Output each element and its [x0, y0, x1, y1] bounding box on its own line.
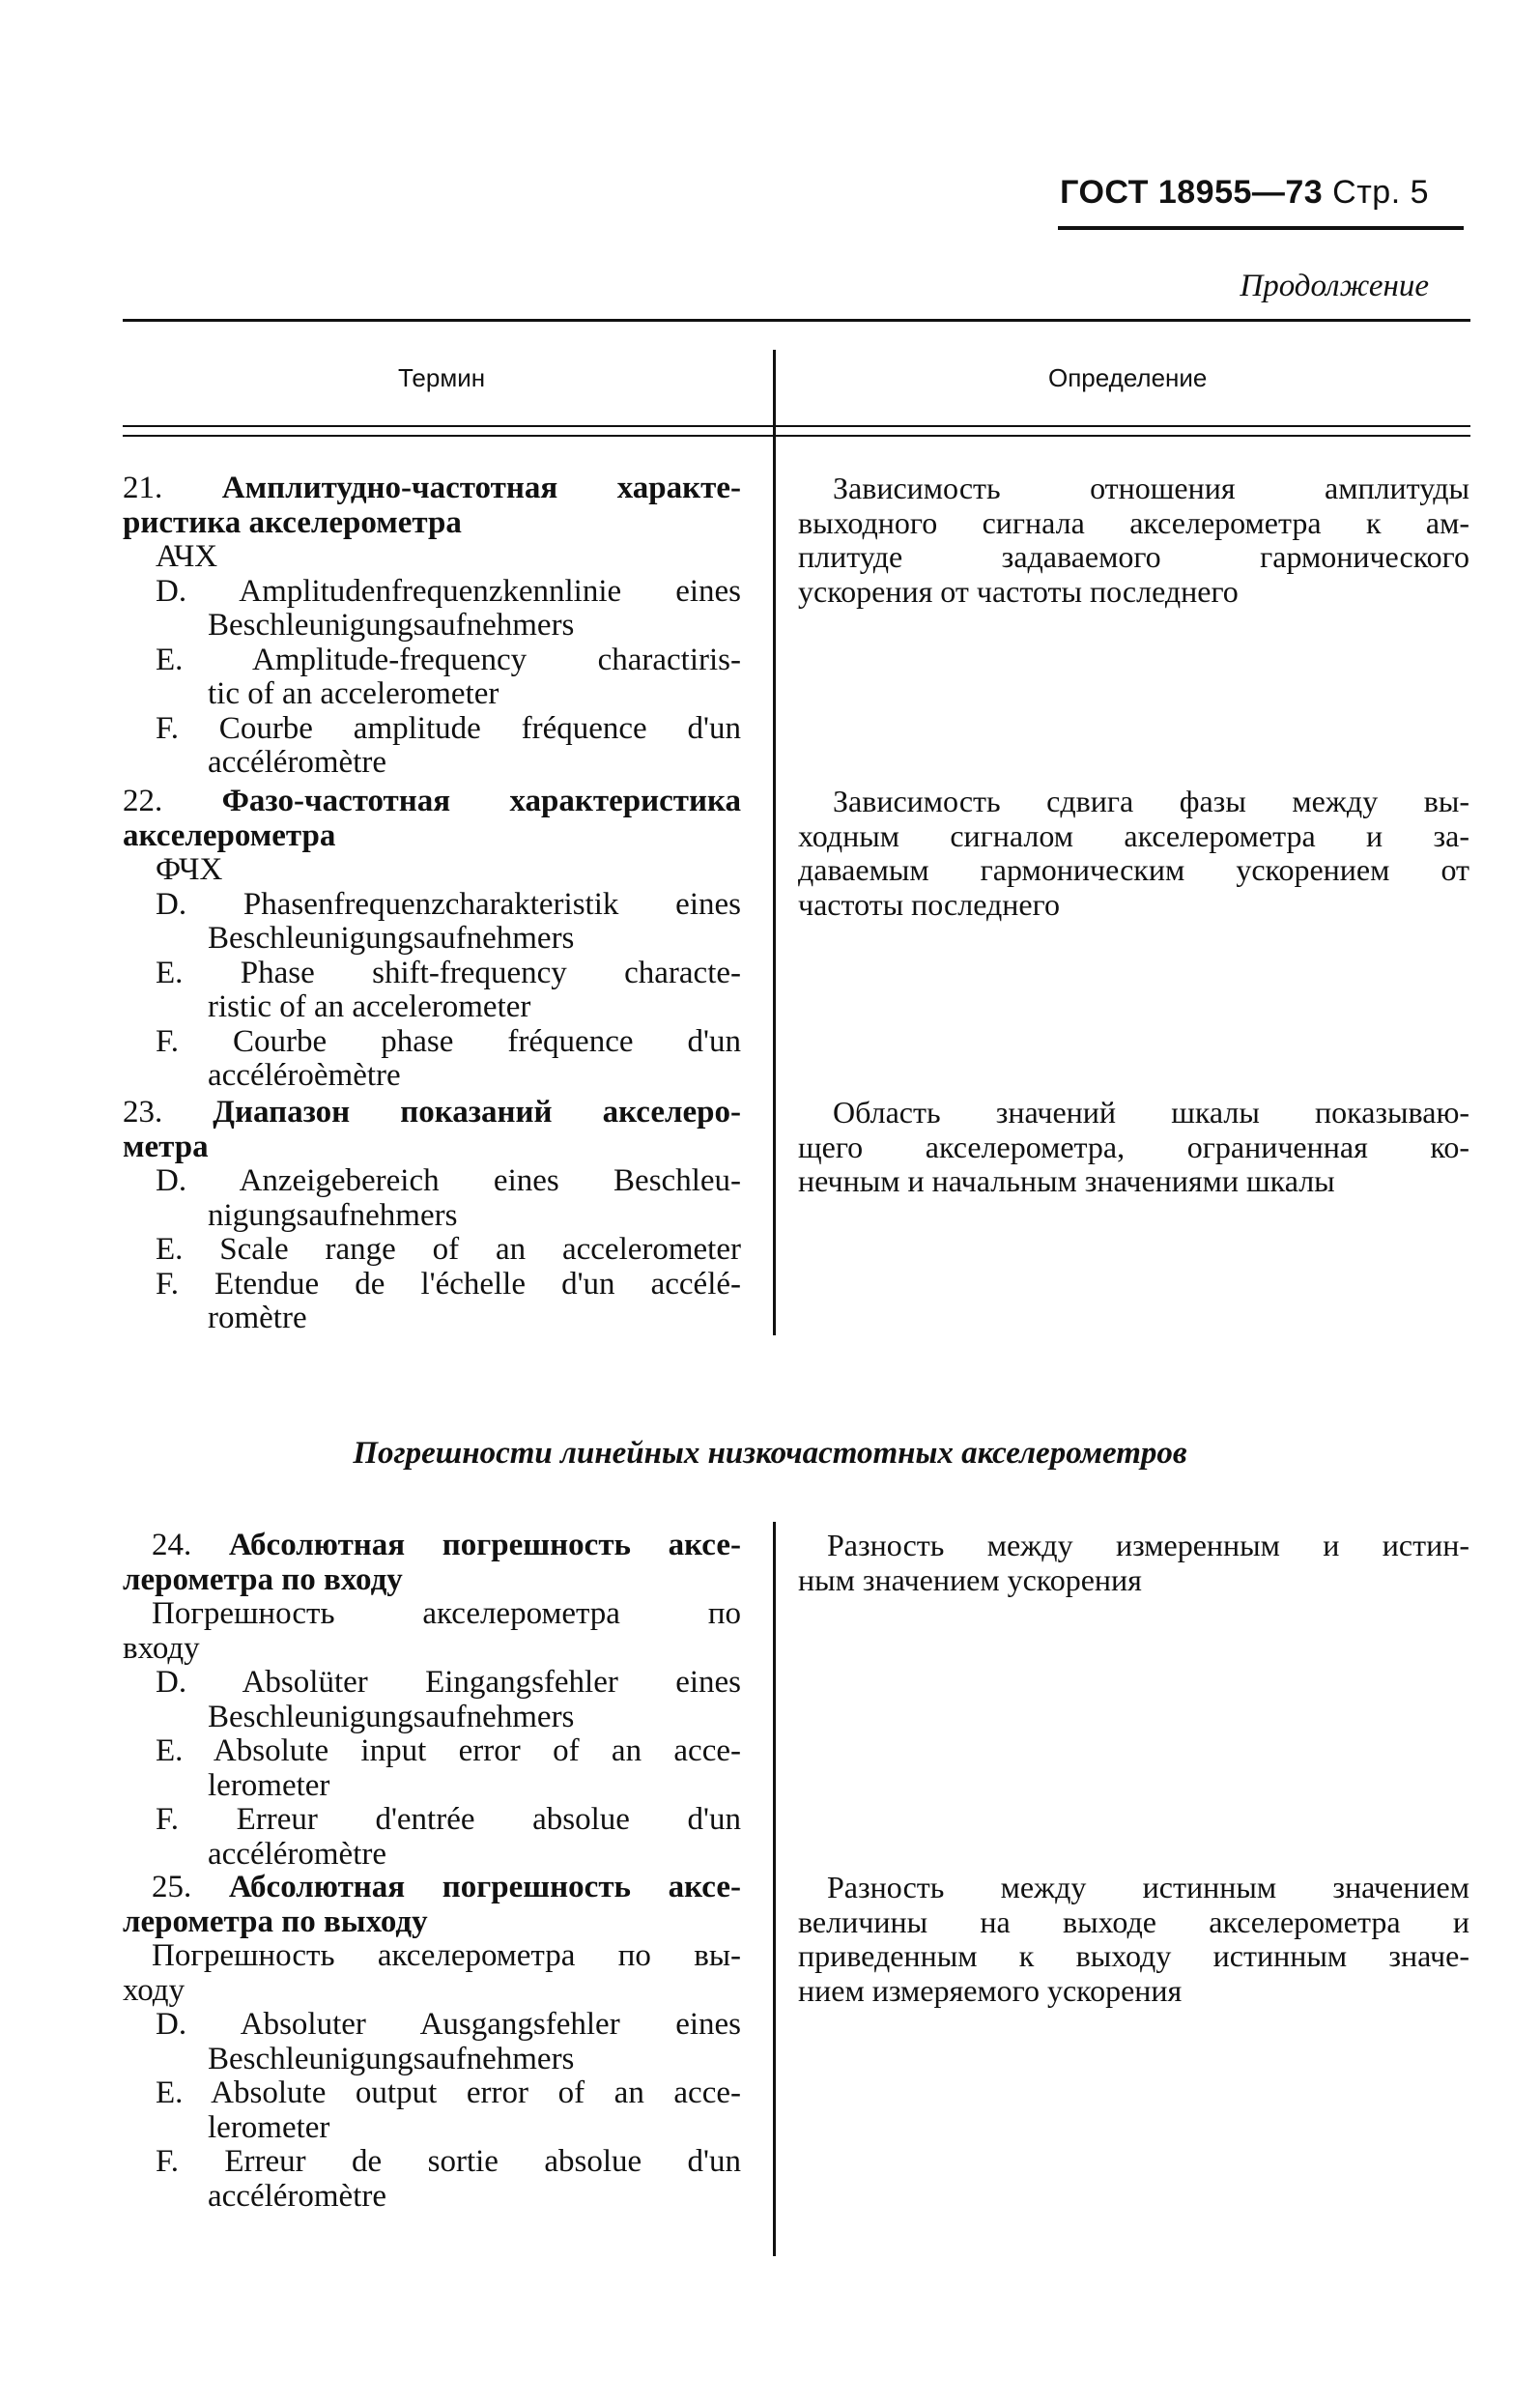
term-foreign-cont: accéléroèmètre	[208, 1058, 401, 1093]
definition-line: ускорения от частоты последнего	[798, 573, 1239, 609]
definition-line: Зависимость сдвига фазы между вы-	[833, 784, 1469, 818]
term-title-line: ристика акселерометра	[123, 504, 462, 540]
term-foreign-en: E. Phase shift-frequency characte-	[156, 955, 741, 990]
term-title-line: 24. Абсолютная погрешность аксе-	[152, 1528, 741, 1562]
term-foreign-fr: F. Courbe amplitude fréquence d'un	[156, 710, 741, 746]
term-foreign-fr: F. Etendue de l'échelle d'un accélé-	[156, 1266, 741, 1302]
term-foreign-en: E. Scale range of an accelerometer	[156, 1232, 741, 1267]
term-foreign-cont: Beschleunigungsaufnehmers	[208, 608, 575, 643]
definition-entry-21	[798, 472, 1469, 609]
page-header	[1060, 174, 1429, 212]
header-double-rule-top	[123, 425, 1470, 427]
definition-line: ным значением ускорения	[798, 1561, 1142, 1597]
definition-line: плитуде задаваемого гармонического	[798, 539, 1469, 574]
term-entry-22	[123, 785, 741, 1094]
definition-line: нечным и начальным значениями шкалы	[798, 1163, 1335, 1198]
definition-line: нием измеряемого ускорения	[798, 1972, 1183, 2008]
term-foreign-cont: ristic of an accelerometer	[208, 989, 531, 1024]
term-synonym: Погрешность акселерометра по вы-	[152, 1938, 741, 1973]
term-title-line: 23. Диапазон показаний акселеро-	[123, 1095, 741, 1130]
term-title-line: метра	[123, 1129, 209, 1164]
term-title-line: 22. Фазо-частотная характеристика	[123, 784, 741, 818]
term-title-line: 21. Амплитудно-частотная характе-	[123, 471, 742, 505]
standard-number: ГОСТ 18955—73	[1060, 174, 1324, 211]
column-header-term: Термин	[398, 363, 486, 392]
header-rule	[1058, 226, 1464, 230]
term-title-line: лерометра по выходу	[123, 1903, 428, 1939]
term-foreign-en: E. Absolute output error of an acce-	[156, 2075, 741, 2110]
term-foreign-de: D. Phasenfrequenzcharakteristik eines	[156, 886, 741, 922]
term-foreign-fr: F. Erreur de sortie absolue d'un	[156, 2144, 741, 2179]
term-foreign-en: E. Amplitude-frequency charactiris-	[156, 642, 741, 677]
term-title-line: 25. Абсолютная погрешность аксе-	[152, 1870, 741, 1904]
term-foreign-cont: accéléromètre	[208, 2178, 387, 2214]
header-double-rule-bottom	[123, 435, 1470, 437]
definition-entry-25	[798, 1871, 1469, 2008]
definition-entry-24	[798, 1529, 1469, 1597]
definition-line: даваемым гармоническим ускорением от	[798, 852, 1469, 887]
term-entry-21	[123, 472, 741, 781]
definition-line: частоты последнего	[798, 886, 1060, 922]
term-foreign-en: E. Absolute input error of an acce-	[156, 1733, 741, 1768]
term-foreign-cont: lerometer	[208, 2109, 330, 2145]
term-foreign-fr: F. Courbe phase fréquence d'un	[156, 1023, 741, 1059]
definition-line: Разность между измеренным и истин-	[827, 1528, 1469, 1562]
term-foreign-cont: accéléromètre	[208, 745, 387, 780]
term-synonym: Погрешность акселерометра по	[152, 1596, 741, 1631]
term-foreign-de: D. Amplitudenfrequenzkennlinie eines	[156, 573, 741, 609]
term-abbreviation: АЧХ	[156, 539, 218, 574]
term-synonym-cont: ходу	[123, 1972, 185, 2008]
term-foreign-fr: F. Erreur d'entrée absolue d'un	[156, 1802, 741, 1837]
term-foreign-cont: accéléromètre	[208, 1836, 387, 1872]
term-entry-25	[123, 1871, 741, 2214]
column-header-definition: Определение	[1048, 363, 1208, 392]
definition-line: выходного сигнала акселерометра к ам-	[798, 504, 1469, 540]
definition-line: Область значений шкалы показываю-	[833, 1095, 1469, 1130]
definition-line: Разность между истинным значением	[827, 1870, 1469, 1904]
table-top-rule	[123, 319, 1470, 322]
definition-line: ходным сигналом акселерометра и за-	[798, 817, 1469, 853]
definition-entry-23	[798, 1096, 1469, 1199]
term-foreign-cont: tic of an accelerometer	[208, 676, 499, 711]
continuation-label: Продолжение	[1240, 269, 1429, 303]
term-foreign-cont: nigungsaufnehmers	[208, 1197, 458, 1233]
definition-line: приведенным к выходу истинным значе-	[798, 1938, 1469, 1973]
term-foreign-cont: Beschleunigungsaufnehmers	[208, 2041, 575, 2076]
definition-line: величины на выходе акселерометра и	[798, 1903, 1469, 1939]
term-title-line: акселерометра	[123, 817, 336, 853]
term-entry-24	[123, 1529, 741, 1872]
term-foreign-de: D. Absoluter Ausgangsfehler eines	[156, 2007, 741, 2042]
page-number: Стр. 5	[1332, 174, 1429, 211]
definition-line: щего акселерометра, ограниченная ко-	[798, 1129, 1469, 1164]
term-abbreviation: ФЧХ	[156, 852, 223, 887]
term-entry-23	[123, 1096, 741, 1336]
definition-line: Зависимость отношения амплитуды	[833, 471, 1469, 505]
section-title: Погрешности линейных низкочастотных акселерометров	[353, 1436, 1187, 1471]
column-divider	[773, 350, 776, 1335]
column-divider-2	[773, 1522, 776, 2256]
term-foreign-cont: Beschleunigungsaufnehmers	[208, 921, 575, 956]
term-foreign-de: D. Anzeigebereich eines Beschleu-	[156, 1163, 741, 1198]
term-foreign-de: D. Absolüter Eingangsfehler eines	[156, 1665, 741, 1700]
definition-entry-22	[798, 785, 1469, 922]
term-foreign-cont: Beschleunigungsaufnehmers	[208, 1699, 575, 1734]
term-synonym-cont: входу	[123, 1630, 200, 1666]
term-title-line: лерометра по входу	[123, 1561, 403, 1597]
term-foreign-cont: lerometer	[208, 1767, 330, 1803]
term-foreign-cont: romètre	[208, 1301, 307, 1335]
